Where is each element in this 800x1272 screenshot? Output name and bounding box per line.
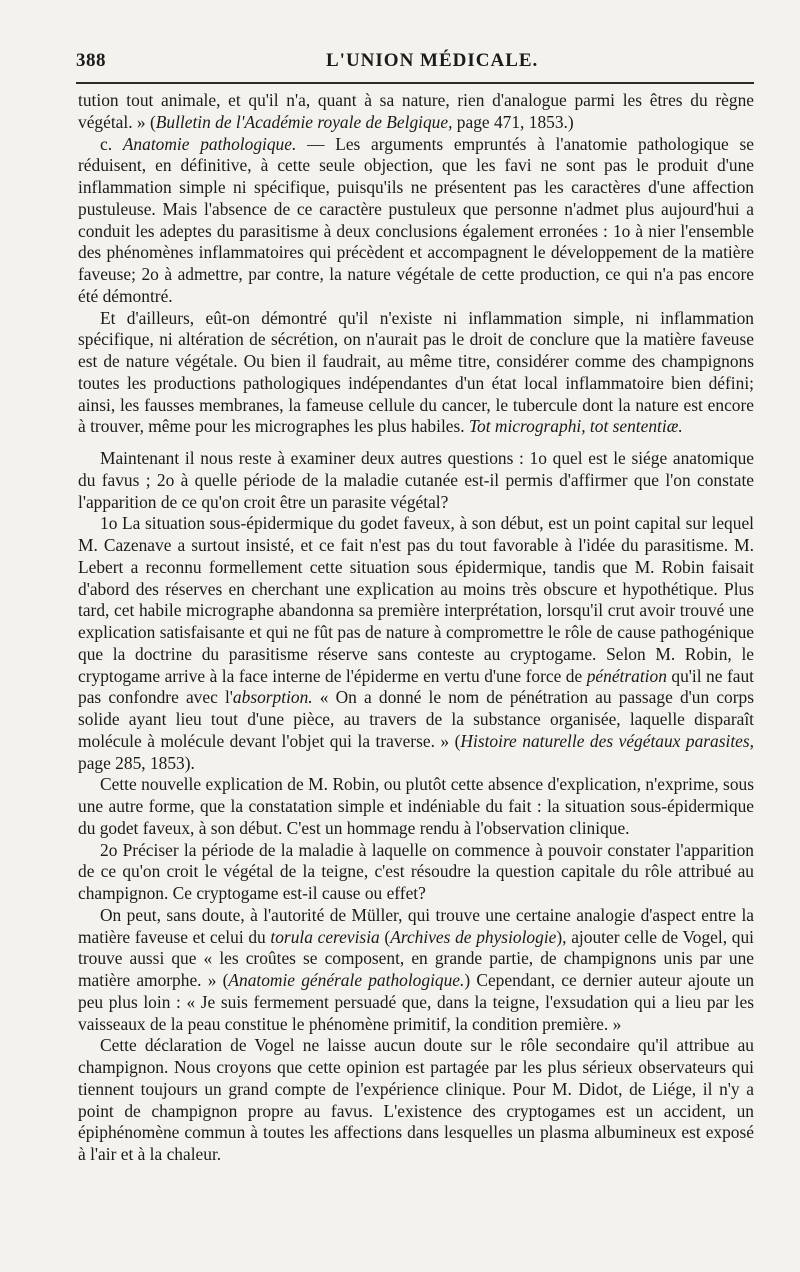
text-run: Et d'ailleurs, eût-on démontré qu'il n'existe ni inflammation simple, ni inflammation spécifique, ni altération de sécrétion, on n'aurait pas le droit de conclure que la matière faveuse est de nature végétale. Ou bien il faudrait, au même titre, considérer comme des champignons toutes les productions pathologiques indépendantes d'un état local inflammatoire bien défini; ainsi, les fausses membranes, la fameuse cellule du cancer, le tubercule dont la nature est encore à trouver, même pour les micrographes les plus habiles. <box>78 307 754 437</box>
text-run: Cette nouvelle explication de M. Robin, ou plutôt cette absence d'explication, n'exprime, sous une autre forme, que la constatation simple et indéniable du fait : la situation sous-épidermique du godet faveux, à son début. C'est un hommage rendu à l'observation clinique. <box>78 774 754 838</box>
text-run: 1o La situation sous-épidermique du godet faveux, à son début, est un point capital sur lequel M. Cazenave a surtout insisté, et ce fait n'est pas du tout favorable à l'idée du parasitisme. M. Lebert a reconnu formellement cette situation sous épidermique, tandis que M. Robin faisait d'abord des réserves en cherchant une explication au moins très obscure et hypothétique. Plus tard, cet habile micrographe abandonna sa première interprétation, lorsqu'il crut avoir trouvé une explication satisfaisante et qui ne fût pas de nature à compromettre le rôle de cause pathogénique que la doctrine du parasitisme réserve sans conteste au cryptogame. Selon M. Robin, le cryptogame arrive à la face interne de l'épiderme en vertu d'une force de <box>78 513 754 686</box>
italic-citation: pénétration <box>586 665 667 686</box>
italic-citation: Archives de physiologie <box>390 926 557 947</box>
text-run: ) Cependant, ce dernier auteur ajoute un peu plus loin : « Je suis fermement persuadé que, dans la teigne, l'exsudation qui a lieu par les vaisseaux de la peau constitue le phénomène primitif, la condition première. » <box>78 970 755 1034</box>
running-title: L'UNION MÉDICALE. <box>326 50 539 71</box>
paragraph <box>78 840 754 905</box>
text-run: ( <box>379 926 391 947</box>
text-run: Maintenant il nous reste à examiner deux autres questions : 1o quel est le siége anatomique du favus ; 2o à quelle période de la maladie cutanée est-il permis d'affirmer que l'on constate l'apparition de ce qu'on croit être un parasite végétal? <box>78 448 754 512</box>
text-run: tution tout animale, et qu'il n'a, quant à sa nature, rien d'analogue parmi les êtres du règne végétal. » ( <box>78 90 754 132</box>
paragraph <box>78 90 754 134</box>
paragraph <box>78 1035 754 1166</box>
text-run: page 285, 1853). <box>78 752 195 773</box>
header-rule <box>76 82 754 84</box>
paragraph <box>78 513 754 774</box>
italic-citation: absorption. <box>232 687 313 708</box>
paragraph <box>78 905 754 1036</box>
text-run: — Les arguments empruntés à l'anatomie pathologique se réduisent, en définitive, à cette seule objection, que les favi ne sont pas le produit d'une inflammation simple ni spécifique, puisqu'ils ne présentent pas les caractères d'une affection pustuleuse. Mais l'absence de ce caractère pustuleux que personne n'admet plus aujourd'hui a conduit les adeptes du parasitisme à deux conclusions également erronées : 1o à nier l'ensemble des phénomènes inflammatoires qui précèdent et accompagnent le développement de la matière faveuse; 2o à admettre, par contre, la nature végétale de cette production, ce qui n'a pas encore été démontré. <box>78 133 754 306</box>
italic-citation: Tot micrographi, tot sententiæ. <box>468 416 683 437</box>
text-run: « On a donné le nom de pénétration au passage d'un corps solide ayant lieu tout d'une pièce, au travers de la substance organisée, laquelle disparaît molécule à molécule devant l'objet qui la traverse. » ( <box>78 687 754 751</box>
text-run: qu'il ne faut pas confondre avec l' <box>78 665 754 708</box>
text-run: Cette déclaration de Vogel ne laisse aucun doute sur le rôle secondaire qu'il attribue au champignon. Nous croyons que cette opinion est partagée par les plus sérieux observateurs qui tiennent toujours un grand compte de l'expérience clinique. Pour M. Didot, de Liége, il n'y a point de champignon propre au favus. L'existence des cryptogames est un accident, un épiphénomène commun à toutes les affections dans lesquelles un plasma albumineux est exposé à l'air et à la chaleur. <box>78 1035 754 1164</box>
italic-citation: Anatomie pathologique. <box>122 133 297 154</box>
text-run: On peut, sans doute, à l'autorité de Müller, qui trouve une certaine analogie d'aspect entre la matière faveuse et celui du <box>78 904 754 947</box>
italic-citation: Bulletin de l'Académie royale de Belgique, <box>155 111 453 132</box>
text-run: c. <box>100 133 123 154</box>
paragraph <box>78 134 754 308</box>
text-run: 2o Préciser la période de la maladie à laquelle on commence à pouvoir constater l'apparition de ce qu'on croit le végétal de la teigne, c'est résoudre la question capitale du rôle attribué au champignon. Ce cryptogame est-il cause ou effet? <box>78 839 754 903</box>
text-run: ), ajouter celle de Vogel, qui trouve aussi que « les croûtes se composent, en grande partie, de champignons unis par une matière amorphe. » ( <box>78 926 754 990</box>
page-header <box>76 46 756 80</box>
body-text <box>78 90 754 1166</box>
italic-citation: Histoire naturelle des végétaux parasites, <box>460 730 755 751</box>
text-run: page 471, 1853.) <box>452 111 574 132</box>
italic-citation: Anatomie générale pathologique. <box>228 970 465 990</box>
page-number: 388 <box>76 50 106 71</box>
paragraph <box>78 774 754 839</box>
paragraph <box>78 448 754 513</box>
paragraph <box>78 308 754 439</box>
italic-citation: torula cerevisia <box>270 926 380 947</box>
